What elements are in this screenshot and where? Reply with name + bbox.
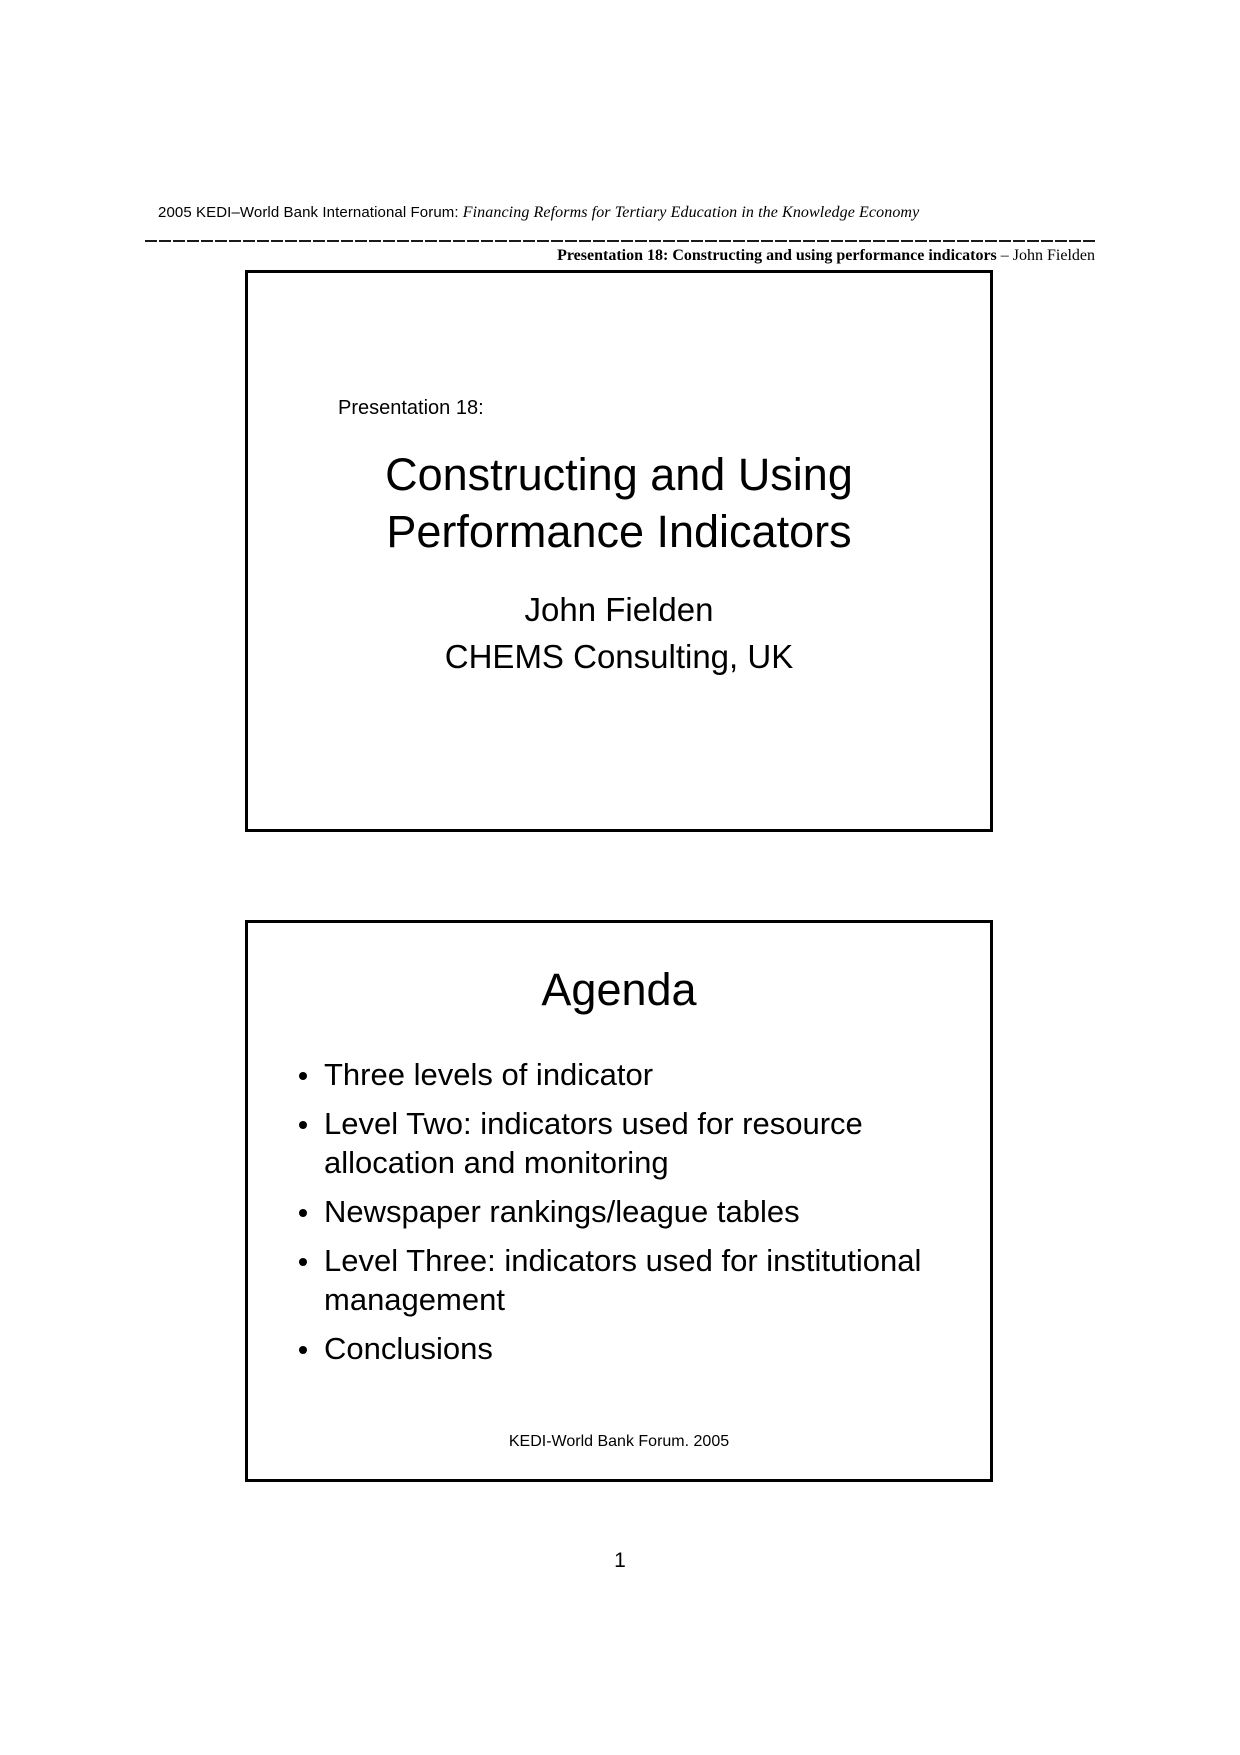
bullet-text: Newspaper rankings/league tables [324, 1194, 800, 1229]
bullet-icon [299, 1072, 307, 1080]
slide2-title: Agenda [541, 964, 697, 1015]
bullet-text: Three levels of indicator [324, 1057, 654, 1092]
document-header-line1 [158, 204, 919, 222]
presentation-title-text: Presentation 18: Constructing and using performance indicators [557, 247, 997, 264]
slide1-title-line1: Constructing and Using [385, 449, 853, 500]
slide2-footer: KEDI-World Bank Forum. 2005 [508, 1433, 730, 1450]
slide1-title-line2: Performance Indicators [386, 506, 852, 557]
list-item [297, 1329, 957, 1368]
bullet-icon [299, 1209, 307, 1217]
bullet-icon [299, 1121, 307, 1129]
slide1-title [248, 446, 990, 560]
list-item [297, 1241, 957, 1319]
slide-1-frame [245, 270, 993, 832]
bullet-text: Conclusions [324, 1331, 493, 1366]
slide1-affiliation: CHEMS Consulting, UK [444, 638, 794, 675]
list-item [297, 1055, 957, 1094]
slide1-kicker: Presentation 18: [338, 397, 484, 419]
presentation-author-text: – John Fielden [996, 247, 1095, 264]
page-number: 1 [614, 1549, 626, 1572]
slide1-author: John Fielden [524, 591, 714, 628]
agenda-bullet-list [297, 1055, 957, 1378]
slide-2-frame [245, 920, 993, 1482]
header-divider-rule [145, 240, 1095, 242]
forum-subtitle-text: Financing Reforms for Tertiary Education in the Knowledge Economy [458, 204, 920, 221]
forum-title-text: 2005 KEDI–World Bank International Forum: [158, 204, 459, 221]
list-item [297, 1192, 957, 1231]
document-header-line2 [557, 247, 1095, 265]
list-item [297, 1104, 957, 1182]
bullet-icon [299, 1258, 307, 1266]
bullet-icon [299, 1346, 307, 1354]
bullet-text: Level Three: indicators used for institutional management [324, 1243, 922, 1317]
bullet-text: Level Two: indicators used for resource allocation and monitoring [324, 1106, 863, 1180]
